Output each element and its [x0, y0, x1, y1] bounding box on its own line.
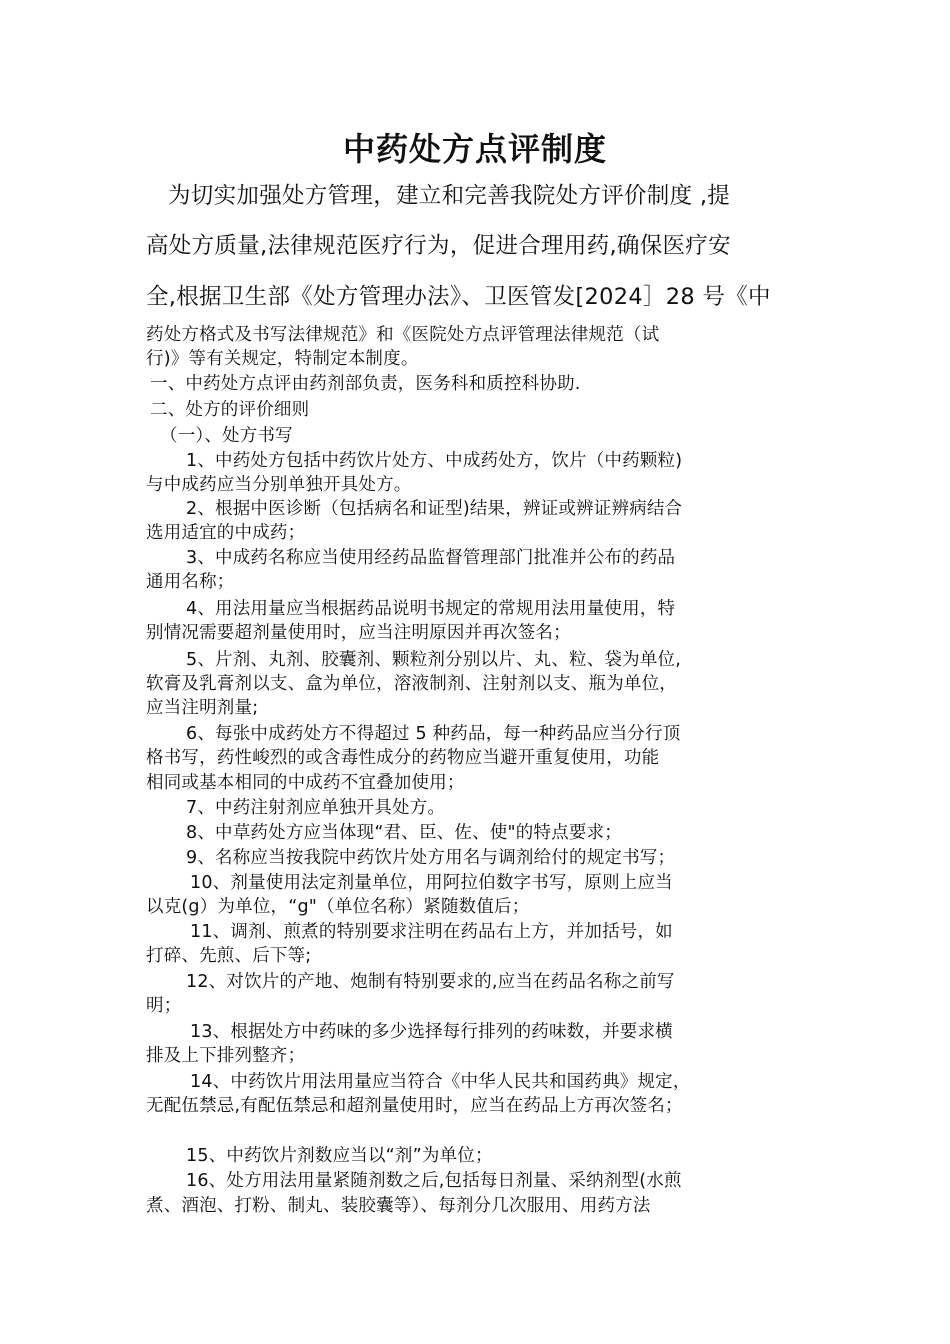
- text-line: 相同或基本相同的中成药不宜叠加使用；: [146, 773, 465, 793]
- list-item-4: 4、用法用量应当根据药品说明书规定的常规用法用量使用，特: [186, 599, 676, 619]
- section-heading-1: 一、中药处方点评由药剂部负责，医务科和质控科协助.: [150, 374, 581, 394]
- intro-line-2: 高处方质量,法律规范医疗行为，促进合理用药,确保医疗安: [146, 233, 731, 259]
- list-item-8: 8、中草药处方应当体现“君、臣、佐、使"的特点要求；: [186, 823, 622, 843]
- text-line: 与中成药应当分别单独开具处方。: [146, 475, 412, 495]
- list-item-11: 11、调剂、煎煮的特别要求注明在药品右上方，并加括号，如: [190, 922, 673, 942]
- text-line: 明；: [146, 996, 182, 1016]
- text-line: 药处方格式及书写法律规范》和《医院处方点评管理法律规范（试: [146, 325, 660, 345]
- text-line: 应当注明剂量;: [146, 698, 259, 718]
- text-line: 无配伍禁忌,有配伍禁忌和超剂量使用时，应当在药品上方再次签名；: [146, 1096, 683, 1116]
- list-item-16: 16、处方用法用量紧随剂数之后,包括每日剂量、采纳剂型(水煎: [186, 1171, 682, 1191]
- intro-line-1: 为切实加强处方管理，建立和完善我院处方评价制度 ,提: [168, 183, 731, 209]
- text-line: 行)》等有关规定，特制定本制度。: [146, 349, 419, 369]
- text-line: 煮、酒泡、打粉、制丸、装胶囊等）、每剂分几次服用、用药方法: [146, 1196, 651, 1216]
- list-item-12: 12、对饮片的产地、炮制有特别要求的,应当在药品名称之前写: [186, 972, 675, 992]
- list-item-5: 5、片剂、丸剂、胶囊剂、颗粒剂分别以片、丸、粒、袋为单位,: [186, 650, 681, 670]
- list-item-14: 14、中药饮片用法用量应当符合《中华人民共和国药典》规定，: [190, 1072, 691, 1092]
- list-item-7: 7、中药注射剂应单独开具处方。: [186, 798, 446, 818]
- text-line: 排及上下排列整齐；: [146, 1046, 306, 1066]
- list-item-10: 10、剂量使用法定剂量单位，用阿拉伯数字书写，原则上应当: [190, 873, 673, 893]
- list-item-1: 1、中药处方包括中药饮片处方、中成药处方，饮片（中药颗粒): [186, 451, 683, 471]
- list-item-2: 2、根据中医诊断（包括病名和证型)结果，辨证或辨证辨病结合: [186, 499, 683, 519]
- text-line: 软膏及乳膏剂以支、盒为单位，溶液制剂、注射剂以支、瓶为单位，: [146, 674, 677, 694]
- text-line: 别情况需要超剂量使用时，应当注明原因并再次签名；: [146, 623, 571, 643]
- document-title: 中药处方点评制度: [342, 130, 607, 168]
- text-line: 选用适宜的中成药；: [146, 523, 306, 543]
- text-line: 通用名称；: [146, 572, 235, 592]
- section-heading-2: 二、处方的评价细则: [150, 400, 310, 420]
- text-line: 打碎、先煎、后下等;: [146, 946, 312, 966]
- text-line: 以克(g）为单位，“g"（单位名称）紧随数值后；: [146, 897, 530, 917]
- list-item-3: 3、中成药名称应当使用经药品监督管理部门批准并公布的药品: [186, 548, 676, 568]
- list-item-15: 15、中药饮片剂数应当以“剂”为单位；: [186, 1146, 493, 1166]
- list-item-9: 9、名称应当按我院中药饮片处方用名与调剂给付的规定书写；: [186, 848, 676, 868]
- intro-line-3: 全,根据卫生部《处方管理办法》、卫医管发[2024］28 号《中: [146, 284, 771, 310]
- list-item-6: 6、每张中成药处方不得超过 5 种药品，每一种药品应当分行顶: [186, 724, 681, 744]
- subsection-heading: （一）、处方书写: [160, 426, 293, 446]
- text-line: 格书写，药性峻烈的或含毒性成分的药物应当避开重复使用，功能: [146, 748, 660, 768]
- list-item-13: 13、根据处方中药味的多少选择每行排列的药味数，并要求横: [190, 1022, 673, 1042]
